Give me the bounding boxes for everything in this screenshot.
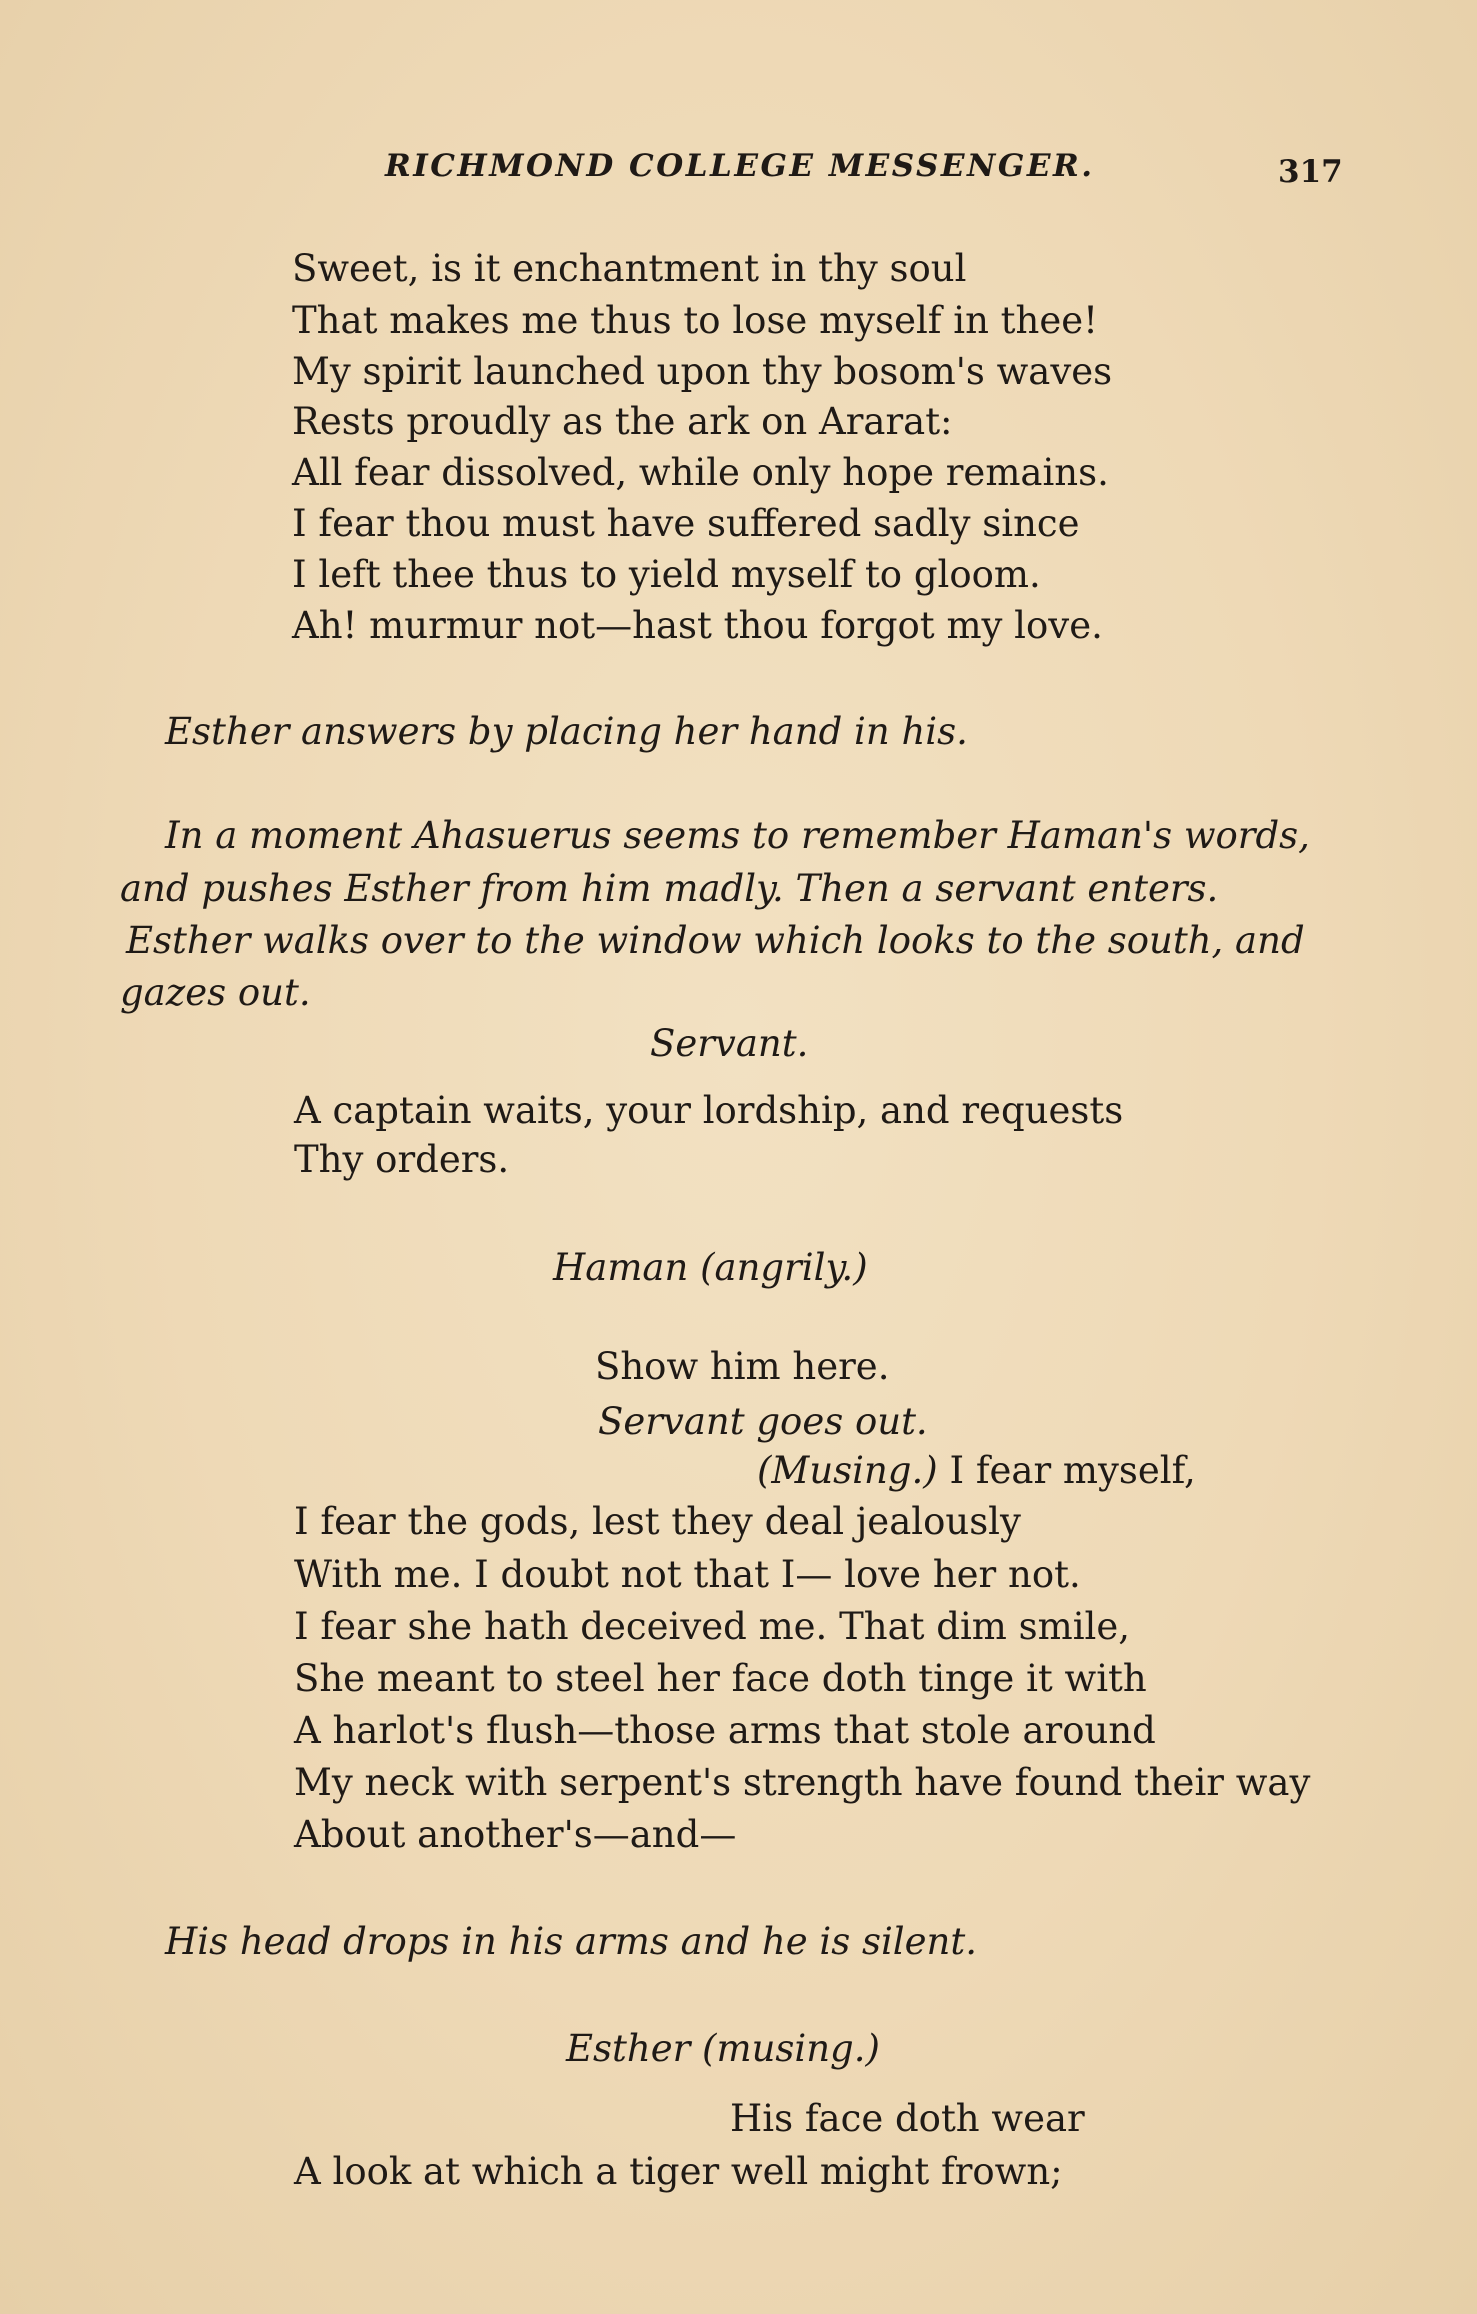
verse-line: Rests proudly as the ark on Ararat: [292,400,953,443]
page-number: 317 [1278,154,1343,190]
speaker-manner: (angrily.) [700,1246,868,1289]
speaker-servant: Servant. [650,1022,809,1065]
verse-line: A look at which a tiger well might frown; [294,2150,1063,2193]
verse-line: Ah! murmur not—hast thou forgot my love. [292,604,1103,647]
stage-direction-line: and pushes Esther from him madly. Then a servant enters. [120,867,1219,910]
speaker-name: Esther [566,2027,691,2070]
verse-line: She meant to steel her face doth tinge it with [294,1657,1147,1700]
verse-line: Sweet, is it enchantment in thy soul [292,247,967,290]
musing-cue: (Musing.) [757,1449,938,1492]
stage-direction-line: In a moment Ahasuerus seems to remember Haman's words, [165,814,1310,857]
stage-direction: Servant goes out. [598,1400,928,1443]
verse-line: That makes me thus to lose myself in thee! [292,299,1099,342]
verse-line: My neck with serpent's strength have found their way [294,1761,1311,1804]
verse-line: About another's—and— [294,1813,737,1856]
running-header: RICHMOND COLLEGE MESSENGER. [385,148,1095,184]
verse-line: I left thee thus to yield myself to gloom. [292,553,1041,596]
verse-line: His face doth wear [730,2097,1085,2140]
verse-line: My spirit launched upon thy bosom's waves [292,350,1113,393]
verse-line: Show him here. [595,1345,890,1388]
stage-direction-line: gazes out. [120,971,311,1014]
stage-direction-line: Esther walks over to the window which looks to the south, and [126,919,1305,962]
verse-line [757,1449,1196,1492]
stage-direction: His head drops in his arms and he is silent. [165,1920,977,1963]
speaker-esther [566,2027,880,2070]
verse-line: I fear thou must have suffered sadly since [292,502,1080,545]
speaker-name: Haman [553,1246,689,1289]
musing-text: I fear myself, [949,1449,1196,1492]
stage-direction: Esther answers by placing her hand in his. [165,710,968,753]
verse-line: All fear dissolved, while only hope remains. [292,451,1109,494]
speaker-manner: (musing.) [702,2027,880,2070]
verse-line: Thy orders. [294,1138,510,1181]
verse-line: I fear the gods, lest they deal jealously [294,1500,1021,1543]
verse-line: With me. I doubt not that I— love her not. [294,1553,1081,1596]
speaker-haman [553,1246,868,1289]
verse-line: A harlot's flush—those arms that stole around [294,1709,1156,1752]
verse-line: I fear she hath deceived me. That dim smile, [294,1605,1131,1648]
verse-line: A captain waits, your lordship, and requests [294,1089,1124,1132]
